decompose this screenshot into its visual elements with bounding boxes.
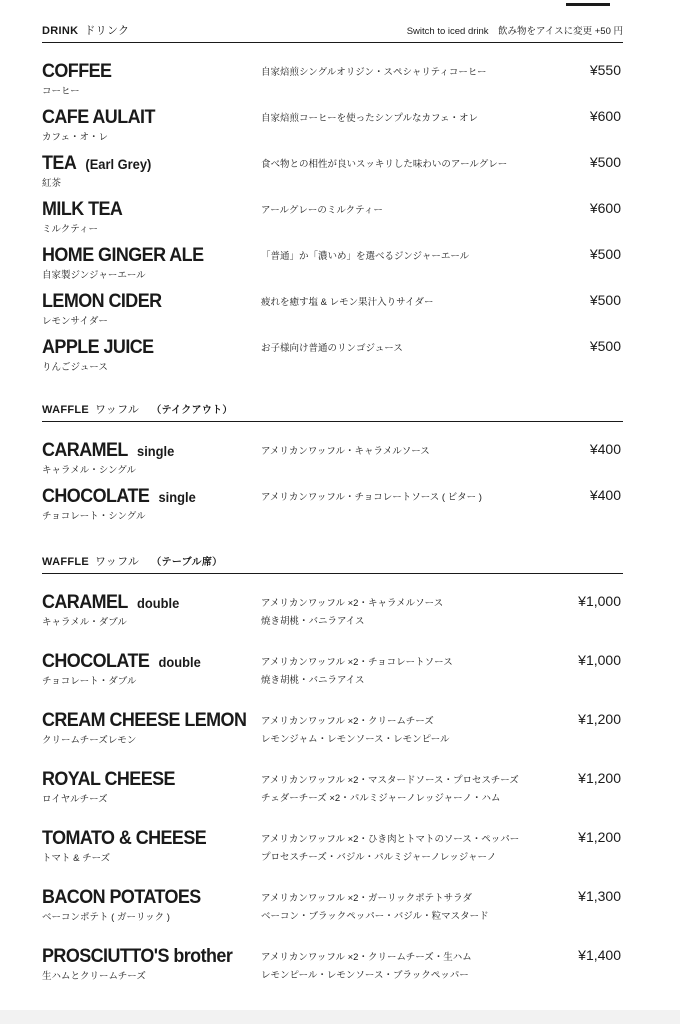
item-name [42, 591, 179, 614]
waffle-takeout-section [42, 401, 623, 522]
item-description-line: アメリカンワッフル ×2・マスタードソース・プロセスチーズ [261, 775, 519, 786]
item-description [261, 202, 383, 220]
item-name [42, 827, 215, 850]
item-name-text: CARAMEL [42, 439, 128, 461]
item-price: ¥500 [589, 246, 621, 262]
item-description-line: アメリカンワッフル ×2・ガーリックポテトサラダ [261, 893, 472, 904]
item-price: ¥400 [589, 487, 621, 503]
item-description [261, 489, 482, 507]
item-description-line: お子様向け普通のリンゴジュース [261, 343, 403, 354]
item-name [42, 336, 163, 359]
item-description-line: 自家焙煎コーヒーを使ったシンプルなカフェ・オレ [261, 113, 479, 124]
section-header [42, 553, 623, 574]
item-name [42, 106, 164, 129]
item-description [261, 64, 487, 82]
item-description-line: ベーコン・ブラックペッパー・バジル・粒マスタード [261, 911, 489, 922]
section-title-en: DRINK [42, 25, 79, 37]
item-name-text: APPLE JUICE [42, 336, 154, 358]
item-name-text: BACON POTATOES [42, 886, 201, 908]
item-name-text: HOME GINGER ALE [42, 244, 204, 266]
page-bottom-margin [0, 1010, 680, 1024]
item-name [42, 198, 131, 221]
item-name-ja: チョコレート・シングル [42, 511, 146, 522]
item-price: ¥500 [589, 338, 621, 354]
item-price: ¥1,200 [578, 770, 621, 786]
item-description-line: 疲れを癒す塩 & レモン果汁入りサイダー [261, 297, 434, 308]
item-description [261, 110, 478, 128]
item-name-ja: ロイヤルチーズ [42, 794, 108, 805]
item-price: ¥1,000 [578, 652, 621, 668]
item-description-line: 自家焙煎シングルオリジン・スペシャリティコーヒー [261, 67, 487, 78]
item-description-line: アメリカンワッフル・キャラメルソース [261, 446, 430, 457]
item-description [261, 294, 433, 312]
section-title-ja: ワッフル [95, 404, 140, 416]
item-description-line: アメリカンワッフル ×2・クリームチーズ [261, 716, 434, 727]
item-name [42, 152, 151, 175]
item-price: ¥1,200 [578, 711, 621, 727]
item-name [42, 886, 210, 909]
item-name-text: TOMATO & CHEESE [42, 827, 207, 849]
item-name-ja: 自家製ジンジャーエール [42, 270, 146, 281]
item-name-ja: 紅茶 [42, 178, 62, 189]
item-description-line: 食べ物との相性が良いスッキリした味わいのアールグレー [261, 159, 508, 170]
item-price: ¥1,300 [578, 888, 621, 904]
item-name [42, 945, 241, 968]
item-name-text: MILK TEA [42, 198, 123, 220]
item-name-ja: りんごジュース [42, 362, 108, 373]
item-description-line: アールグレーのミルクティー [261, 205, 383, 216]
item-description-line: アメリカンワッフル ×2・チョコレートソース [261, 657, 453, 668]
item-name-ja: 生ハムとクリームチーズ [42, 971, 146, 982]
item-name-ja: コーヒー [42, 86, 80, 97]
item-name-tag: single [158, 489, 196, 505]
item-name-text: ROYAL CHEESE [42, 768, 175, 790]
item-name [42, 60, 121, 83]
item-price: ¥1,400 [578, 947, 621, 963]
item-name-text: CARAMEL [42, 591, 128, 613]
item-price: ¥400 [589, 441, 621, 457]
item-name-ja: チョコレート・ダブル [42, 676, 137, 687]
section-title-en: WAFFLE [42, 556, 90, 568]
item-price: ¥550 [589, 62, 621, 78]
item-description-line: チェダーチーズ ×2・パルミジャーノレッジャーノ・ハム [261, 793, 501, 804]
item-price: ¥600 [589, 200, 621, 216]
page-edge-fragment [566, 0, 610, 6]
item-name-text: CAFE AULAIT [42, 106, 155, 128]
item-description [261, 156, 507, 174]
item-description [261, 595, 443, 631]
item-description [261, 713, 450, 749]
item-name [42, 709, 256, 732]
item-description [261, 772, 519, 808]
item-description [261, 890, 489, 926]
item-description-line: 焼き胡桃・バニラアイス [261, 675, 365, 686]
section-title [42, 553, 222, 569]
item-price: ¥1,200 [578, 829, 621, 845]
item-description-line: プロセスチーズ・バジル・パルミジャーノレッジャーノ [261, 852, 497, 863]
item-description-line: アメリカンワッフル ×2・キャラメルソース [261, 598, 444, 609]
drink-section [42, 22, 623, 373]
item-name-text: CHOCOLATE [42, 485, 150, 507]
item-name-tag: single [137, 443, 175, 459]
item-name-text: COFFEE [42, 60, 112, 82]
item-name-ja: ベーコンポテト ( ガーリック ) [42, 912, 170, 923]
item-price: ¥600 [589, 108, 621, 124]
waffle-table-section [42, 553, 623, 982]
item-price: ¥500 [589, 154, 621, 170]
section-title-ja: ドリンク [84, 25, 130, 37]
item-description [261, 248, 469, 266]
section-title [42, 401, 233, 417]
item-description-line: アメリカンワッフル ×2・クリームチーズ・生ハム [261, 952, 472, 963]
item-description [261, 949, 472, 985]
item-name-text: TEA [42, 152, 77, 174]
item-name-ja: レモンサイダー [42, 316, 108, 327]
item-name [42, 290, 171, 313]
item-name-tag: double [158, 654, 201, 670]
item-name-ja: クリームチーズレモン [42, 735, 137, 746]
item-name-ja: キャラメル・シングル [42, 465, 137, 476]
section-title-ja: ワッフル [95, 556, 140, 568]
item-name-ja: ミルクティー [42, 224, 99, 235]
item-description-line: 「普通」か「濃いめ」を選べるジンジャーエール [261, 251, 470, 262]
item-name [42, 650, 201, 673]
item-name-text: PROSCIUTTO'S brother [42, 945, 233, 967]
section-title-en: WAFFLE [42, 404, 90, 416]
item-name [42, 485, 196, 508]
item-name [42, 768, 184, 791]
item-price: ¥500 [589, 292, 621, 308]
section-header [42, 401, 623, 422]
item-name-ja: キャラメル・ダブル [42, 617, 127, 628]
item-name [42, 244, 213, 267]
item-description-line: レモンピール・レモンソース・ブラックペッパー [261, 970, 469, 981]
item-name-tag: (Earl Grey) [85, 156, 152, 172]
iced-drink-note: Switch to iced drink 飲み物をアイスに変更 +50 円 [406, 26, 623, 37]
section-title [42, 22, 129, 38]
item-description-line: 焼き胡桃・バニラアイス [261, 616, 365, 627]
section-header [42, 22, 623, 43]
item-description-line: アメリカンワッフル ×2・ひき肉とトマトのソース・ペッパー [261, 834, 520, 845]
item-name-ja: カフェ・オ・レ [42, 132, 109, 143]
item-name-ja: トマト & チーズ [42, 853, 111, 864]
item-description [261, 340, 403, 358]
item-name-text: CREAM CHEESE LEMON [42, 709, 247, 731]
item-description [261, 654, 453, 690]
item-name [42, 439, 174, 462]
item-name-text: LEMON CIDER [42, 290, 162, 312]
item-name-text: CHOCOLATE [42, 650, 150, 672]
item-description [261, 831, 519, 867]
item-description-line: アメリカンワッフル・チョコレートソース ( ビター ) [261, 492, 482, 503]
section-subtitle: （テーブル席） [151, 557, 223, 568]
item-name-tag: double [137, 595, 180, 611]
item-price: ¥1,000 [578, 593, 621, 609]
item-description-line: レモンジャム・レモンソース・レモンピール [261, 734, 450, 745]
section-subtitle: （テイクアウト） [151, 405, 233, 416]
item-description [261, 443, 430, 461]
